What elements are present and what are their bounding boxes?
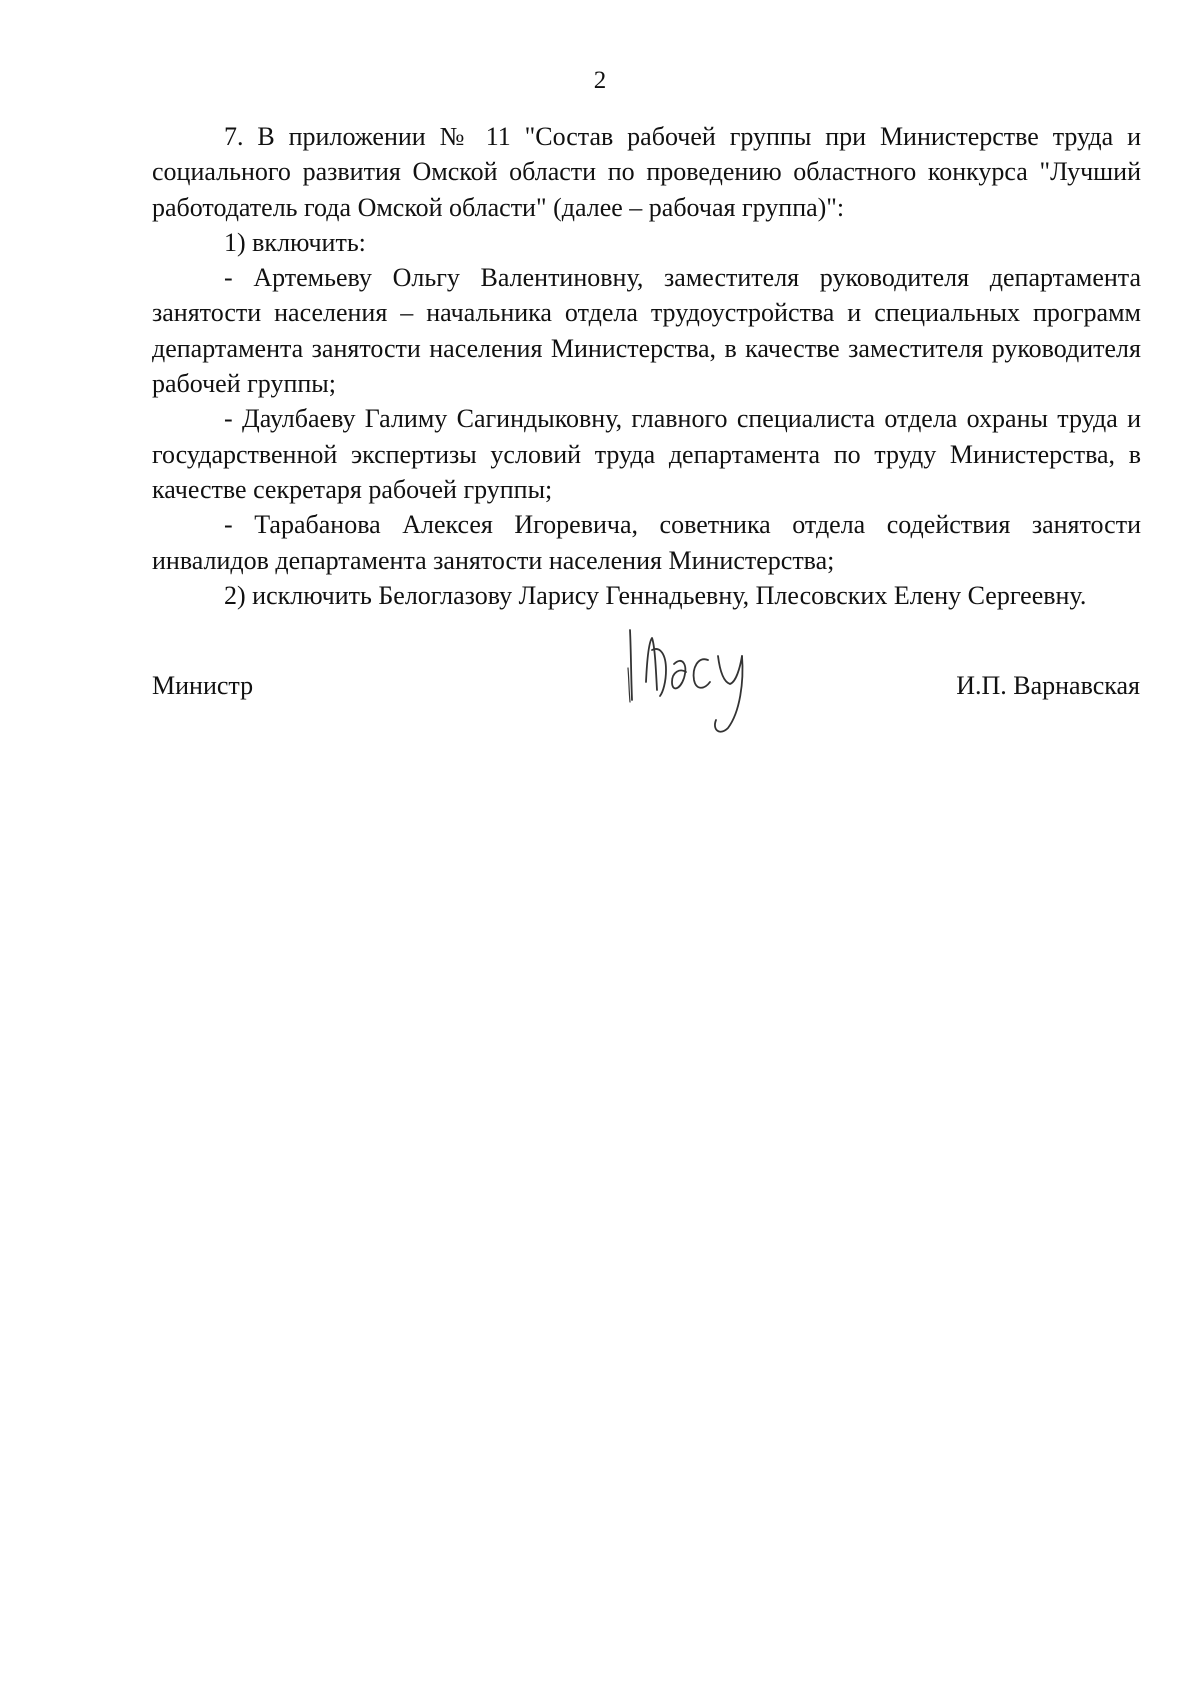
paragraph-artemyeva: - Артемьеву Ольгу Валентиновну, заместителя руководителя департамента занятости населения – начальника отдела трудоустройства и специальных программ департамента занятости населения Министерства, в качестве заместителя руководителя рабочей группы;: [152, 263, 1141, 399]
paragraph-item-7: 7. В приложении № 11 "Состав рабочей группы при Министерстве труда и социального развития Омской области по проведению областного конкурса "Лучший работодатель года Омской области" (далее – рабочая группа)":: [152, 122, 1141, 222]
paragraph-exclude: 2) исключить Белоглазову Ларису Геннадьевну, Плесовских Елену Сергеевну.: [224, 580, 1087, 610]
handwritten-signature: [622, 620, 802, 770]
signer-name: И.П. Варнавская: [956, 671, 1140, 700]
signer-title: Министр: [152, 671, 254, 700]
paragraph-tarabanov: - Тарабанова Алексея Игоревича, советника отдела содействия занятости инвалидов департамента занятости населения Министерства;: [152, 510, 1141, 575]
paragraph-daulbaeva: - Даулбаеву Галиму Сагиндыковну, главного специалиста отдела охраны труда и государственной экспертизы условий труда департамента по труду Министерства, в качестве секретаря рабочей группы;: [152, 404, 1141, 504]
paragraph-include: 1) включить:: [224, 227, 366, 257]
document-body: [152, 119, 1141, 613]
page-number: 2: [593, 67, 607, 94]
